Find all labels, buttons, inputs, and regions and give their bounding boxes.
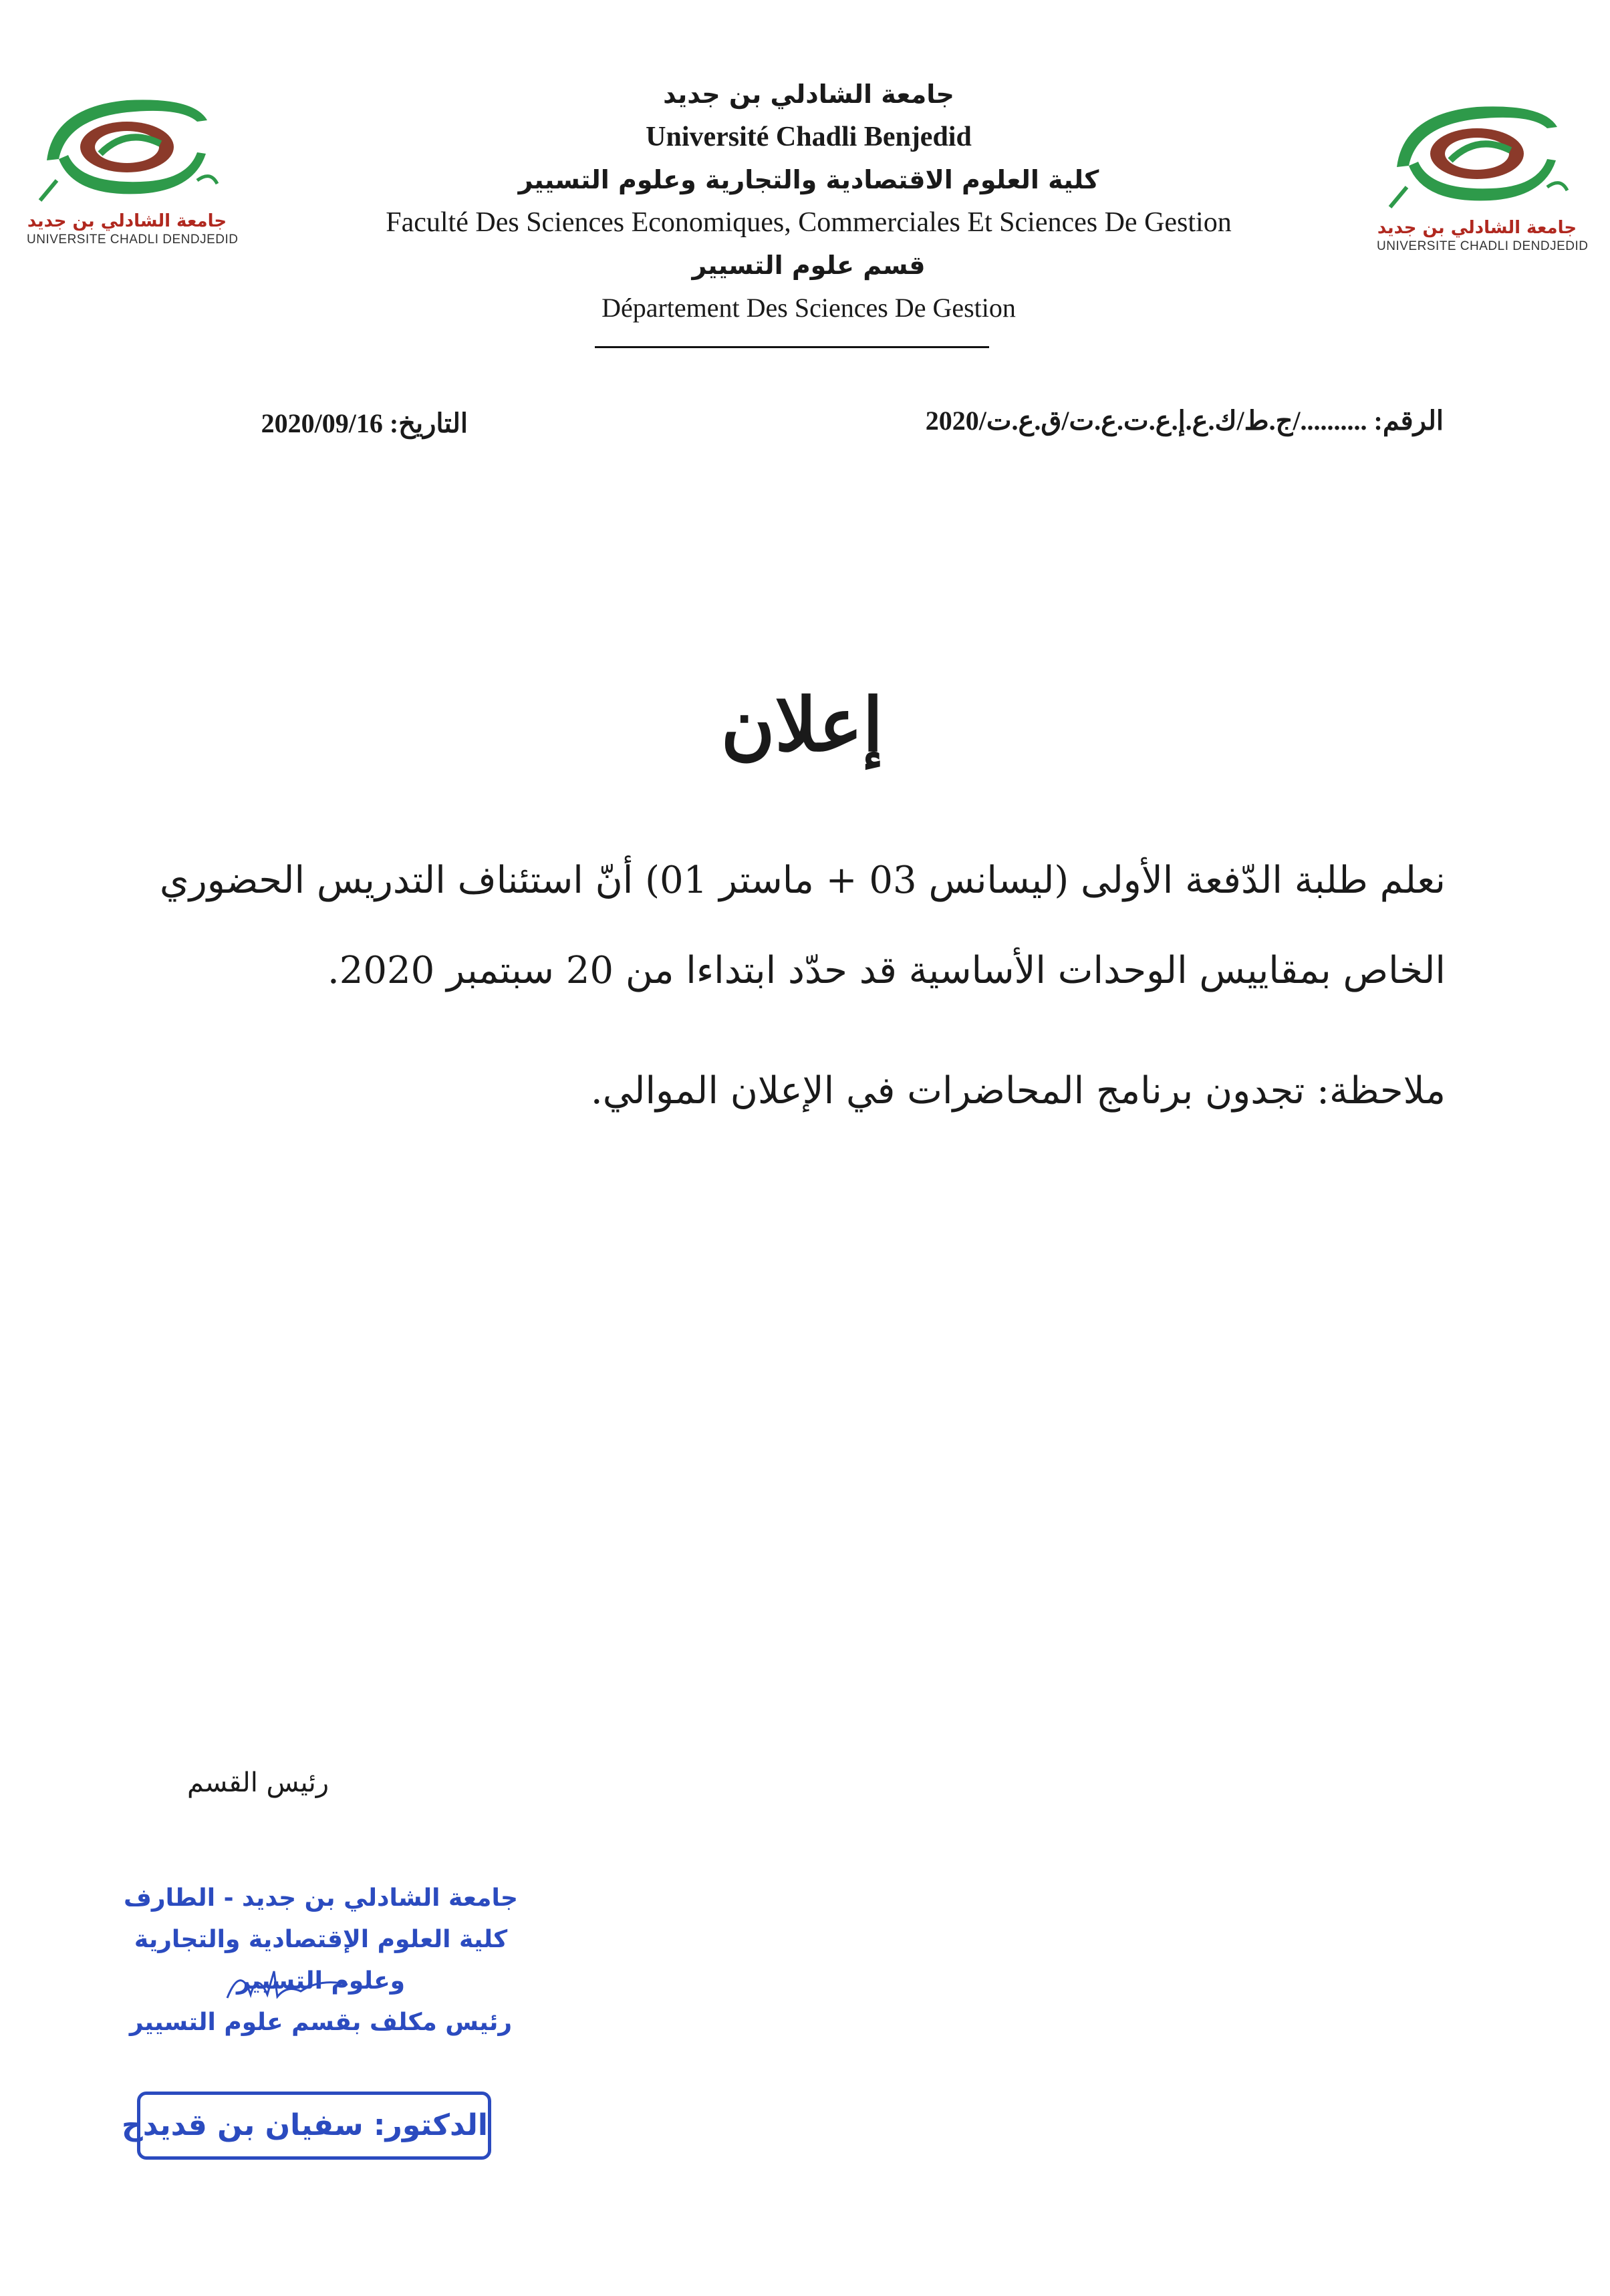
faculty-name-french: Faculté Des Sciences Economiques, Commerciales Et Sciences De Gestion [386, 207, 1232, 238]
letterhead [321, 74, 1297, 330]
logo-french-name: UNIVERSITE CHADLI DENDJEDID [1377, 239, 1589, 253]
stamp-line-1: جامعة الشادلي بن جديد - الطارف [124, 1884, 518, 1912]
announcement-title: إعلان [720, 682, 884, 768]
signatory-name-stamp: الدكتور: سفيان بن قديدح [137, 2092, 491, 2160]
university-emblem-icon [1377, 87, 1577, 214]
logo-french-name: UNIVERSITE CHADLI DENDJEDID [27, 233, 239, 247]
reference-number: الرقم: ........../ج.ط/ك.ع.إ.ع.ت.ع.ت/ق.ع.ت/2020 [925, 406, 1444, 436]
announcement-note: ملاحظة: تجدون برنامج المحاضرات في الإعلان الموالي. [590, 1069, 1446, 1113]
university-logo-left [27, 80, 239, 247]
university-logo-right [1377, 87, 1589, 254]
reference-date: التاريخ: 2020/09/16 [261, 408, 468, 438]
university-name-french: Université Chadli Benjedid [646, 122, 972, 152]
announcement-line-1: نعلم طلبة الدّفعة الأولى (ليسانس 03 + ماستر 01) أنّ استئناف التدريس الحضوري [159, 859, 1446, 902]
announcement-line-2: الخاص بمقاييس الوحدات الأساسية قد حدّد ابتداءا من 20 سبتمبر 2020. [327, 949, 1446, 992]
logo-arabic-name: جامعة الشادلي بن جديد [1377, 218, 1577, 238]
faculty-name-arabic: كلية العلوم الاقتصادية والتجارية وعلوم التسيير [518, 165, 1099, 194]
department-name-arabic: قسم علوم التسيير [692, 251, 926, 280]
handwritten-signature [221, 1958, 354, 2011]
stamp-line-2: كلية العلوم الإقتصادية والتجارية [134, 1926, 508, 1953]
header-divider [595, 346, 989, 348]
department-name-french: Département Des Sciences De Gestion [601, 293, 1016, 323]
university-name-arabic: جامعة الشادلي بن جديد [663, 80, 954, 109]
signatory-title: رئيس القسم [187, 1767, 329, 1798]
stamp-line-3: وعلوم التسيير [236, 1967, 406, 1995]
stamp-line-4: رئيس مكلف بقسم علوم التسيير [129, 2009, 513, 2036]
university-emblem-icon [27, 80, 227, 207]
logo-arabic-name: جامعة الشادلي بن جديد [27, 211, 227, 231]
